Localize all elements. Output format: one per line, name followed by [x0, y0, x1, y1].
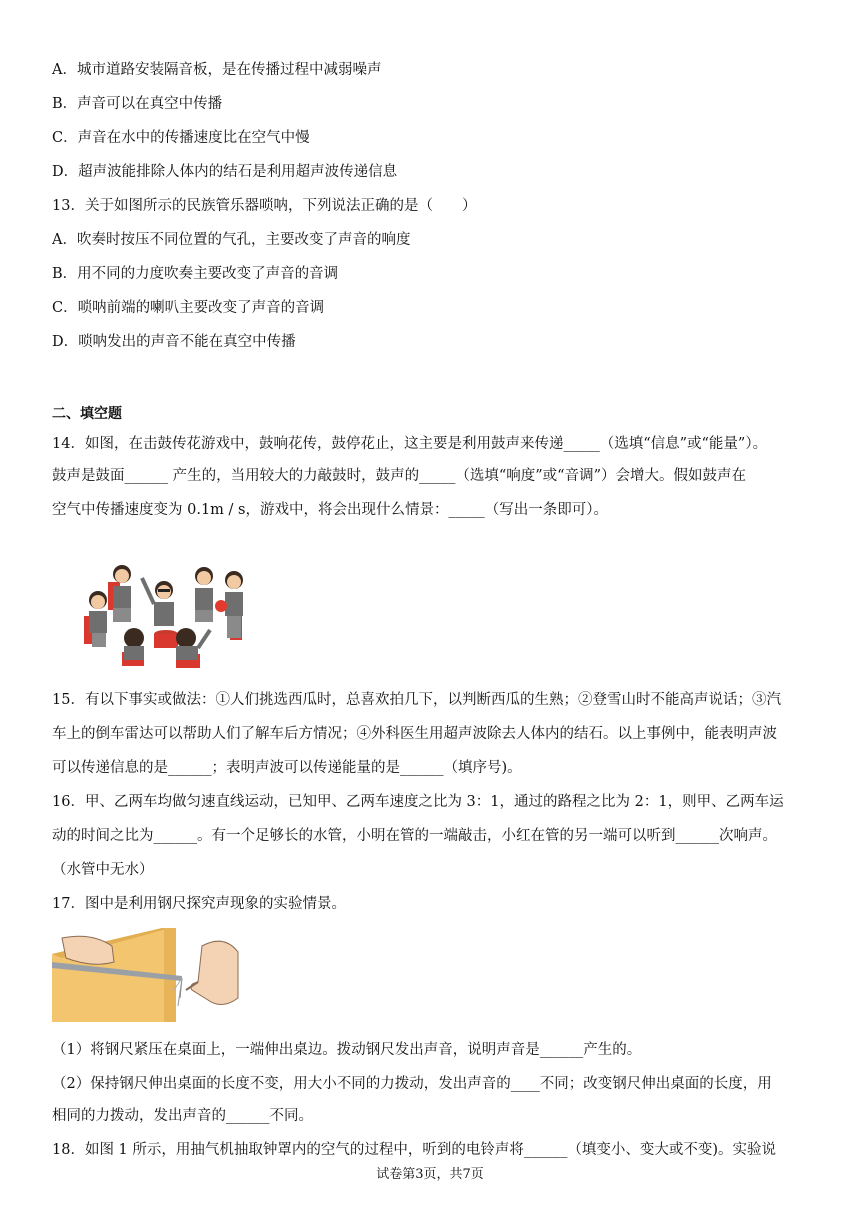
- q15-line-1: 15．有以下事实或做法：①人们挑选西瓜时，总喜欢拍几下，以判断西瓜的生熟；②登雪山时不能高声说话；③汽: [52, 692, 781, 708]
- q12-option-a: A．城市道路安装隔音板，是在传播过程中减弱噪声: [52, 62, 382, 78]
- q17-part-2-line-1: （2）保持钢尺伸出桌面的长度不变，用大小不同的力拨动，发出声音的____不同；改变钢尺伸出桌面的长度，用: [52, 1076, 772, 1092]
- steel-ruler-illustration: [52, 928, 242, 1022]
- page-footer: 试卷第3页，共7页: [376, 1167, 484, 1182]
- q13-option-d: D．唢呐发出的声音不能在真空中传播: [52, 334, 296, 350]
- q17-stem: 17．图中是利用钢尺探究声现象的实验情景。: [52, 896, 346, 912]
- q15-line-2: 车上的倒车雷达可以帮助人们了解车后方情况；④外科医生用超声波除去人体内的结石。以上事例中，能表明声波: [52, 726, 777, 742]
- q13-stem: 13．关于如图所示的民族管乐器唢呐，下列说法正确的是（ ）: [52, 198, 477, 214]
- q18-line-1: 18．如图 1 所示，用抽气机抽取钟罩内的空气的过程中，听到的电铃声将______（填变小、变大或不变)。实验说: [52, 1142, 777, 1158]
- q14-line-1: 14．如图，在击鼓传花游戏中，鼓响花传，鼓停花止，这主要是利用鼓声来传递_____（选填“信息”或“能量”）。: [52, 436, 768, 452]
- q14-line-2: 鼓声是鼓面______ 产生的，当用较大的力敲鼓时，鼓声的_____（选填“响度”或“音调”）会增大。假如鼓声在: [52, 468, 747, 484]
- q15-line-3: 可以传递信息的是______；表明声波可以传递能量的是______（填序号)。: [52, 760, 522, 776]
- section-title-fill-in: 二、填空题: [52, 406, 122, 422]
- q13-option-b: B．用不同的力度吹奏主要改变了声音的音调: [52, 266, 339, 282]
- q12-option-c: C．声音在水中的传播速度比在空气中慢: [52, 130, 310, 146]
- q17-part-2-line-2: 相同的力拨动，发出声音的______不同。: [52, 1108, 313, 1124]
- q16-line-3: （水管中无水）: [52, 862, 154, 878]
- q12-option-d: D．超声波能排除人体内的结石是利用超声波传递信息: [52, 164, 398, 180]
- q13-option-c: C．唢呐前端的喇叭主要改变了声音的音调: [52, 300, 325, 316]
- drum-game-illustration: [80, 564, 258, 670]
- q12-option-b: B．声音可以在真空中传播: [52, 96, 223, 112]
- q16-line-1: 16．甲、乙两车均做匀速直线运动，已知甲、乙两车速度之比为 3：1，通过的路程之比为 2：1，则甲、乙两车运: [52, 794, 784, 810]
- q13-option-a: A．吹奏时按压不同位置的气孔，主要改变了声音的响度: [52, 232, 411, 248]
- q16-line-2: 动的时间之比为______。有一个足够长的水管，小明在管的一端敲击，小红在管的另一端可以听到______次响声。: [52, 828, 777, 844]
- q17-part-1: （1）将钢尺紧压在桌面上，一端伸出桌边。拨动钢尺发出声音，说明声音是______产生的。: [52, 1042, 642, 1058]
- q14-line-3: 空气中传播速度变为 0.1m / s，游戏中，将会出现什么情景：_____（写出一条即可）。: [52, 502, 608, 518]
